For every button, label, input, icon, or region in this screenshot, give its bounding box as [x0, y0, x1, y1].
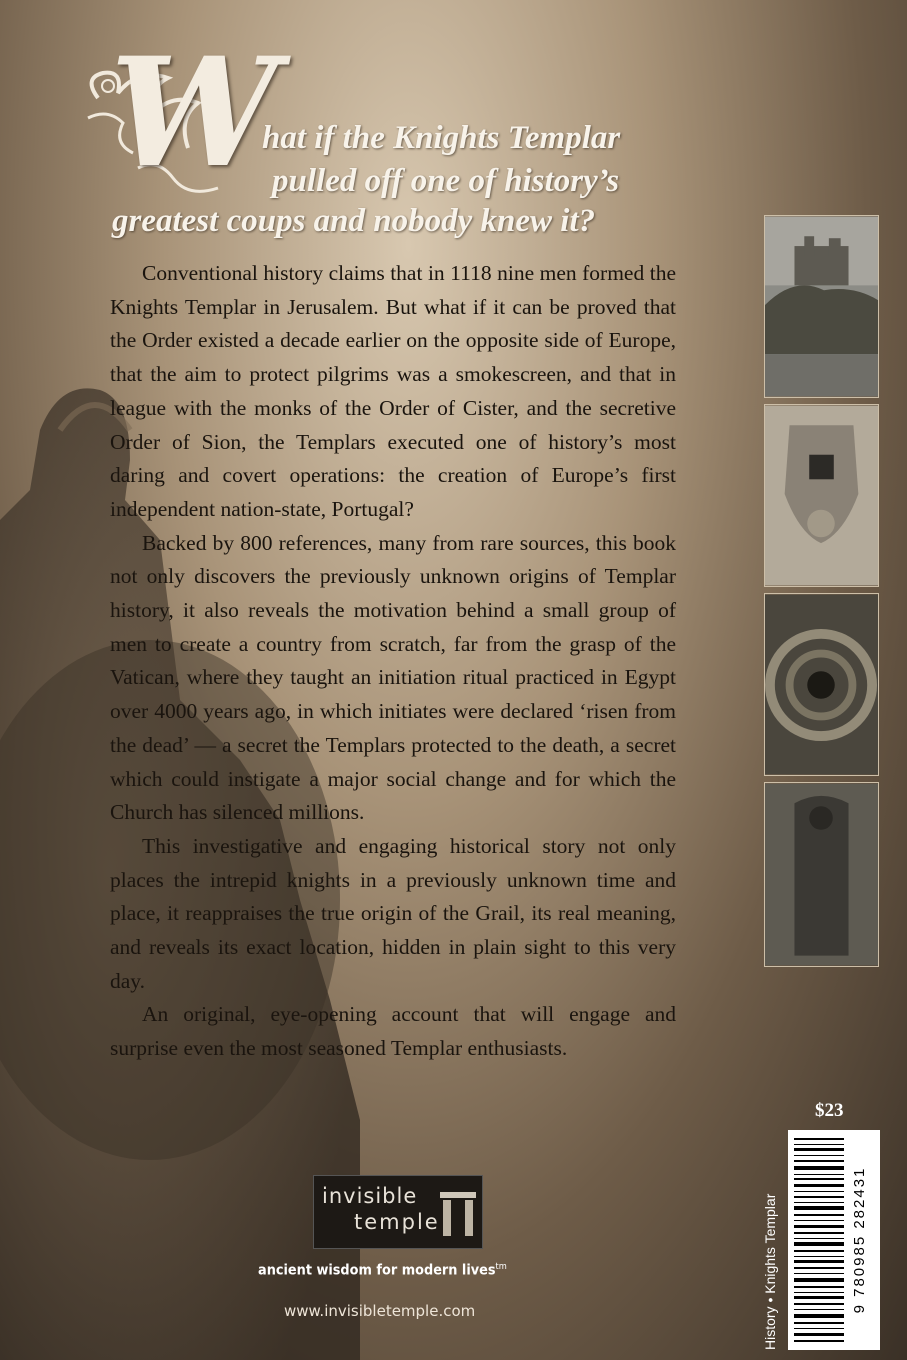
- tagline-text: ancient wisdom for modern lives: [258, 1262, 496, 1279]
- price-label: $23: [815, 1100, 844, 1121]
- isbn-number: 9 780985 282431: [851, 1166, 868, 1314]
- blurb-paragraph-4: An original, eye-opening account that will engage and surprise even the most seasoned Templar enthusiasts.: [110, 1002, 676, 1061]
- temple-pillars-icon: [438, 1188, 478, 1238]
- castle-photo: [764, 215, 879, 398]
- blurb-paragraph-1: Conventional history claims that in 1118 nine men formed the Knights Templar in Jerusalem. But what if it can be proved that the Order existed a decade earlier on the opposite side of Europe, that the aim to protect pilgrims was a smokescreen, and that in league with the monks of the Order of Cister, and the secretive Order of Sion, the Templars executed one of history’s most daring and covert operations: the creation of Europe’s first independent nation-state, Portugal?: [110, 261, 676, 521]
- blurb-body: [110, 257, 676, 1066]
- headline-dropcap: W: [110, 25, 279, 201]
- headline-line-1: hat if the Knights Templar: [262, 120, 621, 156]
- publisher-name-line-2: temple: [354, 1210, 440, 1234]
- blurb-paragraph-3: This investigative and engaging historical story not only places the intrepid knights in a previously unknown time and place, it reappraises the true origin of the Grail, its real meaning, and reveals its exact location, hidden in plain sight to this very day.: [110, 833, 676, 993]
- stone-tomb-photo: [764, 782, 879, 967]
- publisher-website[interactable]: www.invisibletemple.com: [284, 1302, 476, 1320]
- manueline-window-photo: [764, 404, 879, 587]
- headline-line-3: greatest coups and nobody knew it?: [112, 203, 596, 239]
- publisher-tagline: [258, 1262, 507, 1279]
- publisher-logo: [313, 1175, 483, 1249]
- category-label: History • Knights Templar: [762, 1193, 778, 1350]
- publisher-name-line-1: invisible: [322, 1184, 418, 1208]
- initiation-well-photo: [764, 593, 879, 776]
- trademark-mark: tm: [495, 1262, 507, 1272]
- blurb-paragraph-2: Backed by 800 references, many from rare sources, this book not only discovers the previously unknown origins of Templar history, it also reveals the motivation behind a small group of men to create a country from scratch, far from the grasp of the Vatican, where they taught an initiation ritual practiced in Egypt over 4000 years ago, in which initiates were declared ‘risen from the dead’ — a secret the Templars protected to the death, a secret which could instigate a major social change and for which the Church has silenced millions.: [110, 530, 676, 825]
- headline-line-2: pulled off one of history’s: [272, 163, 620, 199]
- photo-strip: [764, 215, 879, 973]
